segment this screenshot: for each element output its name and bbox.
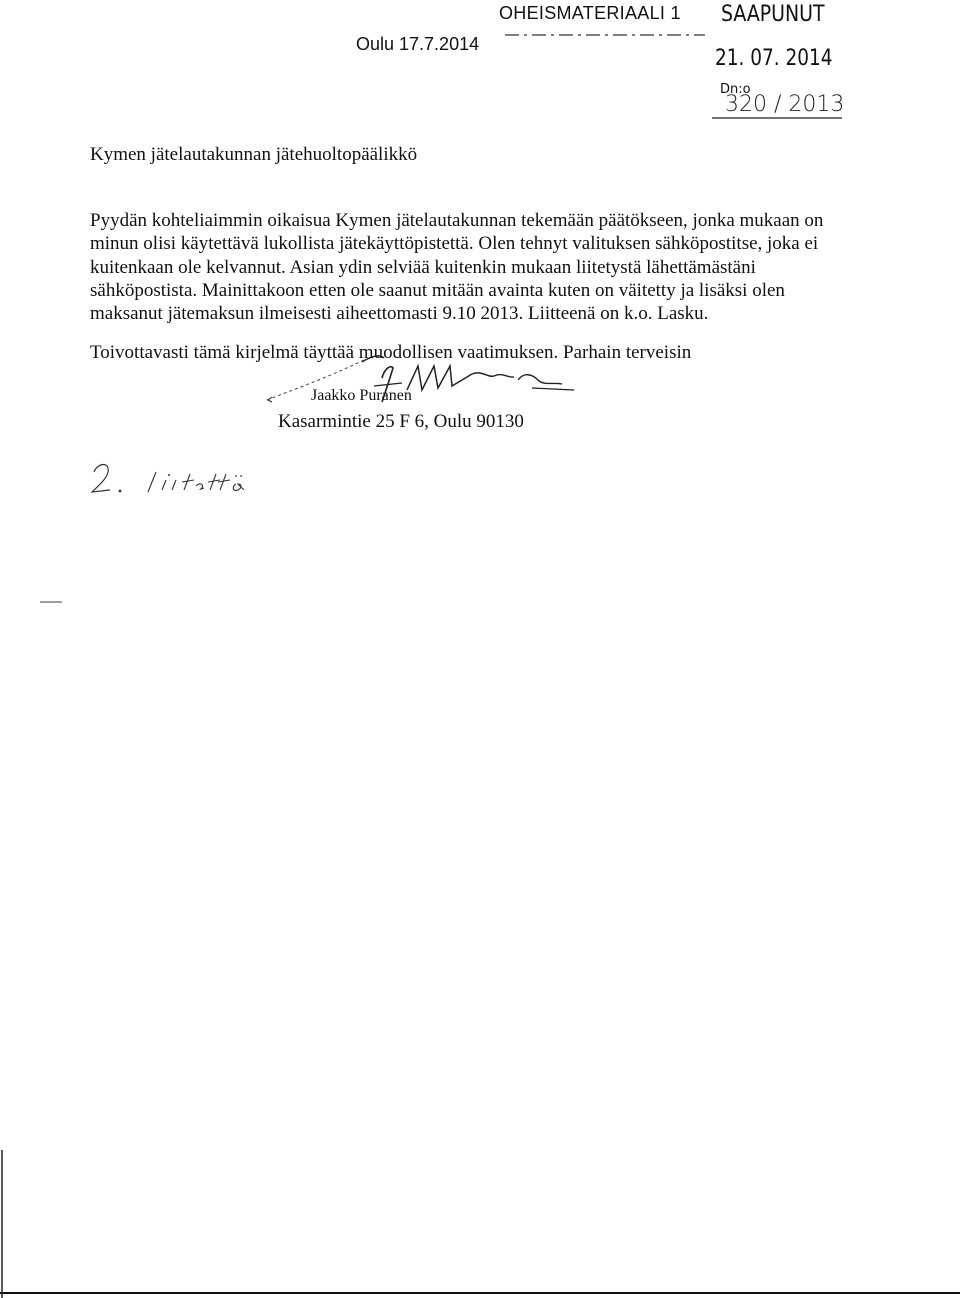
scan-left-edge [0, 1150, 4, 1298]
body-line: kuitenkaan ole kelvannut. Asian ydin selviää kuitenkin mukaan liitetystä lähettämästäni [90, 256, 756, 278]
recipient: Kymen jätelautakunnan jätehuoltopäälikkö [90, 144, 418, 165]
closing-line: Toivottavasti tämä kirjelmä täyttää muodollisen vaatimuksen. Parhain terveisin [90, 342, 692, 363]
margin-mark [40, 600, 64, 604]
place-date: Oulu 17.7.2014 [356, 34, 480, 54]
body-line: maksanut jätemaksun ilmeisesti aiheettomasti 9.10 2013. Liitteenä on k.o. Lasku. [90, 303, 709, 325]
stamp-dnro-value: 320 / 2013 [725, 92, 845, 117]
body-line: sähköpostista. Mainittakoon etten ole saanut mitään avainta kuten on väitetty ja lisäksi olen [90, 279, 785, 301]
sender-name: Jaakko Puranen [311, 387, 412, 404]
sender-address: Kasarmintie 25 F 6, Oulu 90130 [278, 411, 524, 432]
scan-bottom-edge [0, 1282, 960, 1298]
stamp-dnro-underline [712, 116, 842, 120]
stamp-dnro-label: Dn:o [720, 82, 751, 97]
body-line: minun olisi käytettävä lukollista jätekäyttöpistettä. Olen tehnyt valituksen sähköpostitse, joka ei [90, 233, 819, 255]
stamp-title: SAAPUNUT [721, 2, 825, 27]
body-line: Pyydän kohteliaimmin oikaisua Kymen jätelautakunnan tekemään päätökseen, jonka mukaan on [90, 210, 824, 231]
body-paragraph [90, 209, 823, 325]
header-dash-line [505, 32, 705, 38]
attachment-label: OHEISMATERIAALI 1 [499, 3, 681, 23]
handwritten-attachment-note [86, 452, 326, 502]
stamp-date: 21. 07. 2014 [715, 46, 833, 71]
